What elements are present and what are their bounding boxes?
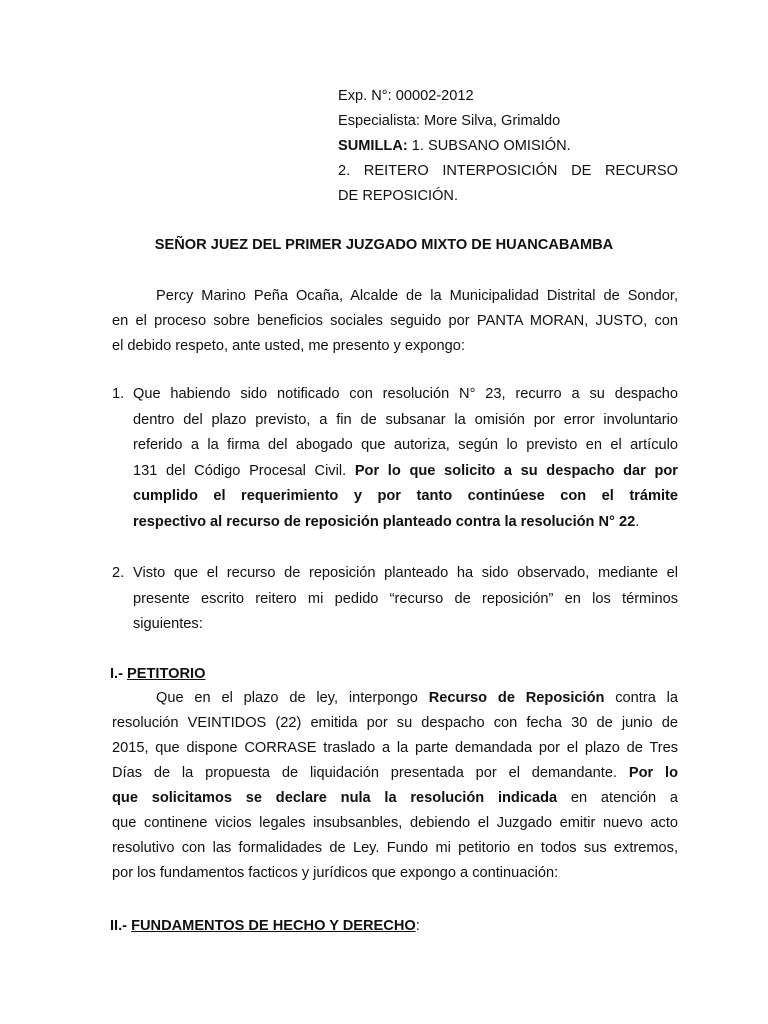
case-number: Exp. N°: 00002-2012 — [338, 88, 474, 104]
petitorio-line-7: resolutivo con las formalidades de Ley. Fundo mi petitorio en todos sus extremos, — [112, 840, 678, 856]
sumilla-line-1 — [338, 134, 678, 159]
petitorio-line-4-a: Días de la propuesta de liquidación presentada por el demandante. — [112, 765, 629, 781]
petitorio-line-3: 2015, que dispone CORRASE traslado a la parte demandada por el plazo de Tres — [112, 740, 678, 756]
section-2-suffix: : — [415, 918, 420, 934]
sumilla-item-1: 1. SUBSANO OMISIÓN. — [407, 138, 571, 154]
item2-line-2: presente escrito reitero mi pedido “recurso de reposición” en los términos — [133, 590, 678, 607]
item1-line-2: dentro del plazo previsto, a fin de subsanar la omisión por error involuntario — [133, 411, 678, 428]
section-2-title: FUNDAMENTOS DE HECHO Y DERECHO — [131, 918, 416, 934]
item2-line-1: Visto que el recurso de reposición planteado ha sido observado, mediante el — [133, 565, 678, 581]
item1-line-5: cumplido el requerimiento y por tanto continúese con el trámite — [133, 488, 678, 505]
sumilla-item-2a: 2. REITERO INTERPOSICIÓN DE RECURSO — [338, 163, 678, 179]
petitorio-line-6: que continene vicios legales insubsanbles, debiendo el Juzgado emitir nuevo acto — [112, 815, 678, 831]
petitorio-line-5-bold: que solicitamos se declare nula la resolución indicada — [112, 790, 558, 806]
intro-line-3: el debido respeto, ante usted, me presento y expongo: — [112, 338, 465, 354]
item1-line-4 — [133, 459, 678, 485]
petitorio-line-1 — [112, 686, 678, 711]
intro-line-2: en el proceso sobre beneficios sociales seguido por PANTA MORAN, JUSTO, con — [112, 313, 678, 329]
section-2-prefix: II.- — [110, 918, 132, 934]
petitorio-line-1-bold: Recurso de Reposición — [428, 690, 605, 706]
petitorio-line-1-a: Que en el plazo de ley, interpongo — [156, 690, 429, 706]
petitorio-line-5-c: en atención a — [557, 790, 678, 806]
petitorio-line-4 — [112, 761, 678, 786]
sumilla-item-2b: DE REPOSICIÓN. — [338, 188, 459, 204]
section-1-title: PETITORIO — [127, 666, 206, 682]
list-number-1: 1. — [112, 386, 125, 402]
sumilla-label: SUMILLA: — [338, 138, 408, 154]
item1-line-1: Que habiendo sido notificado con resolución N° 23, recurro a su despacho — [133, 386, 678, 402]
petitorio-line-5 — [112, 786, 678, 811]
section-1-prefix: I.- — [110, 666, 128, 682]
item1-line-4-plain: 131 del Código Procesal Civil. — [133, 462, 355, 479]
item1-line-4-bold: Por lo que solicito a su despacho dar por — [354, 462, 678, 479]
intro-paragraph — [112, 284, 678, 359]
item1-line-6 — [133, 510, 678, 536]
petitorio-paragraph — [112, 686, 678, 886]
list-item-1 — [112, 382, 678, 536]
item1-line-6-bold: respectivo al recurso de reposición planteado contra la resolución N° 22 — [133, 513, 636, 530]
item1-line-6-end: . — [635, 513, 640, 530]
specialist: Especialista: More Silva, Grimaldo — [338, 113, 561, 129]
intro-line-1: Percy Marino Peña Ocaña, Alcalde de la Municipalidad Distrital de Sondor, — [156, 288, 678, 304]
section-fundamentos-heading — [110, 916, 420, 936]
document-title: SEÑOR JUEZ DEL PRIMER JUZGADO MIXTO DE HUANCABAMBA — [154, 237, 614, 253]
petitorio-line-1-c: contra la — [604, 690, 678, 706]
item1-line-3: referido a la firma del abogado que autoriza, según lo previsto en el artículo — [133, 437, 678, 454]
item2-line-3: siguientes: — [133, 616, 203, 633]
case-header — [338, 84, 678, 209]
petitorio-line-8: por los fundamentos facticos y jurídicos que expongo a continuación: — [112, 865, 559, 881]
list-item-2 — [112, 561, 678, 638]
petitorio-line-4-bold: Por lo — [628, 765, 678, 781]
list-number-2: 2. — [112, 565, 125, 581]
petitorio-line-2: resolución VEINTIDOS (22) emitida por su despacho con fecha 30 de junio de — [112, 715, 678, 731]
section-petitorio-heading — [110, 664, 205, 684]
